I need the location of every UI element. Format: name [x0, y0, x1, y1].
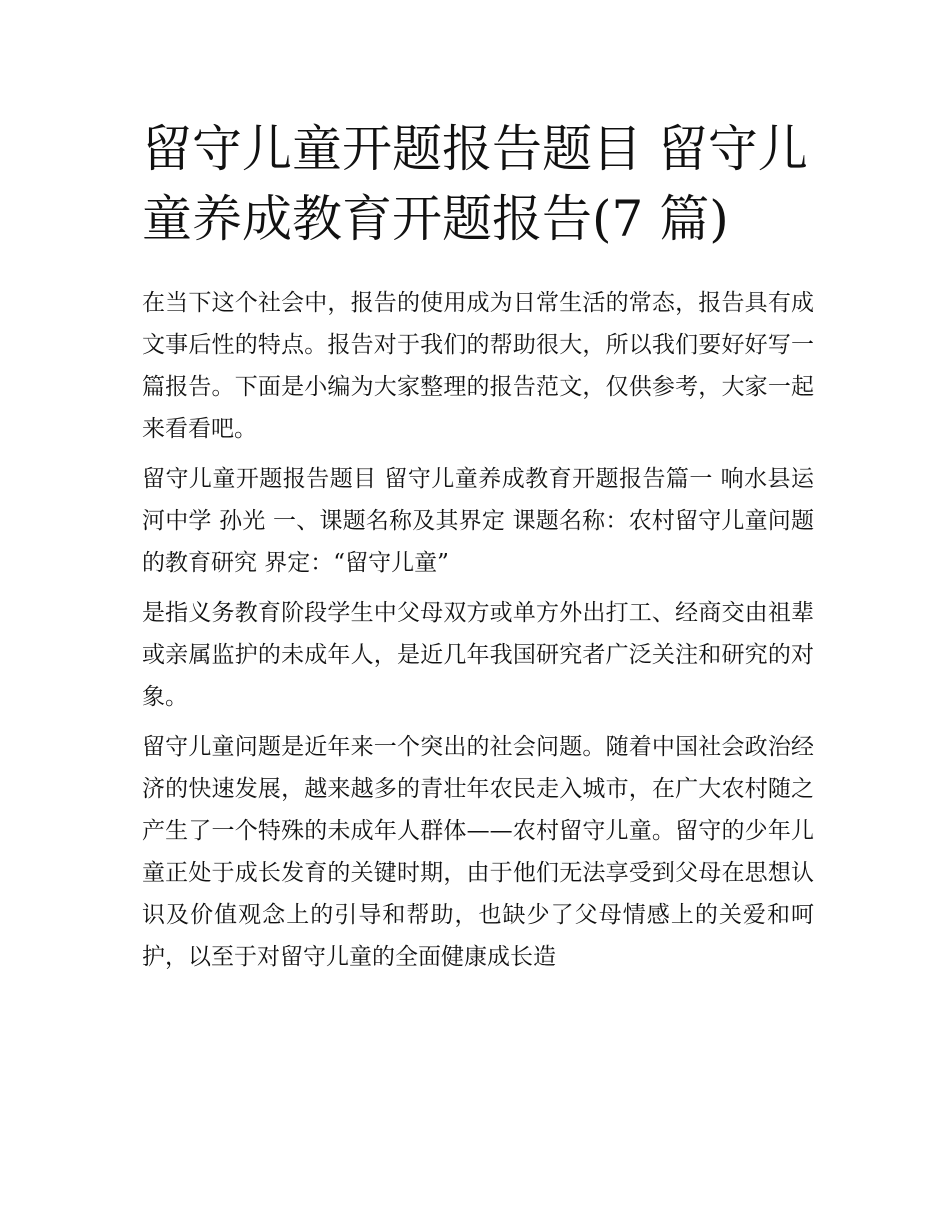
paragraph-definition: 是指义务教育阶段学生中父母双方或单方外出打工、经商交由祖辈或亲属监护的未成年人，是近几年我国研究者广泛关注和研究的对象。: [142, 600, 814, 710]
paragraph-intro: 在当下这个社会中，报告的使用成为日常生活的常态，报告具有成文事后性的特点。报告对于我们的帮助很大，所以我们要好好写一篇报告。下面是小编为大家整理的报告范文，仅供参考，大家一起来看看吧。: [142, 290, 814, 442]
paragraph-topic: 留守儿童开题报告题目 留守儿童养成教育开题报告篇一 响水县运河中学 孙光 一、课题名称及其界定 课题名称：农村留守儿童问题的教育研究 界定：“留守儿童”: [142, 466, 814, 576]
paragraph-background: 留守儿童问题是近年来一个突出的社会问题。随着中国社会政治经济的快速发展，越来越多的青壮年农民走入城市，在广大农村随之产生了一个特殊的未成年人群体——农村留守儿童。留守的少年儿童正处于成长发育的关键时期，由于他们无法享受到父母在思想认识及价值观念上的引导和帮助，也缺少了父母情感上的关爱和呵护，以至于对留守儿童的全面健康成长造: [142, 734, 814, 970]
document-title: 留守儿童开题报告题目 留守儿童养成教育开题报告(7 篇): [142, 120, 808, 248]
document-body: [142, 114, 814, 986]
